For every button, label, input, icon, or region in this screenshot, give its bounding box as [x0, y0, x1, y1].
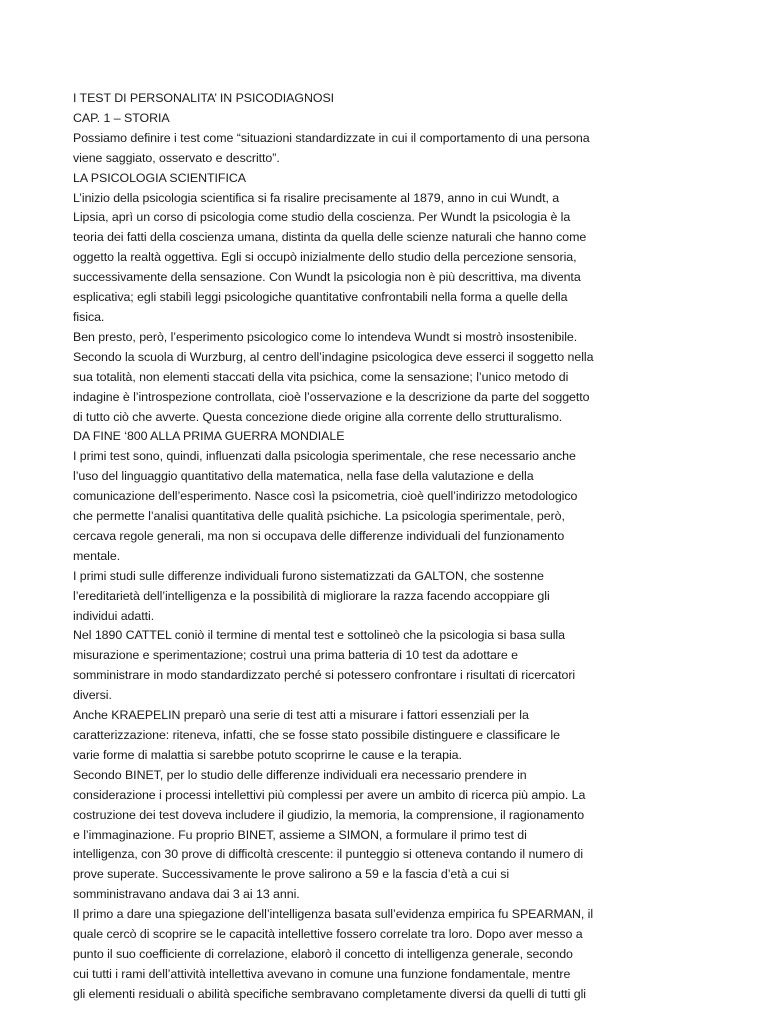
- section-heading: LA PSICOLOGIA SCIENTIFICA: [73, 170, 246, 185]
- text-line: individui adatti.: [73, 608, 155, 623]
- text-line: Nel 1890 CATTEL coniò il termine di mental test e sottolineò che la psicologia si basa sulla: [73, 628, 565, 643]
- document-title: I TEST DI PERSONALITA’ IN PSICODIAGNOSI: [73, 91, 335, 105]
- text-line: e l’immaginazione. Fu proprio BINET, assieme a SIMON, a formulare il primo test di: [73, 827, 527, 842]
- text-line: punto il suo coefficiente di correlazione, elaborò il concetto di intelligenza generale, secondo: [73, 946, 573, 961]
- text-line: I primi test sono, quindi, influenzati dalla psicologia sperimentale, che rese necessario anche: [73, 449, 576, 464]
- text-line: fisica.: [73, 309, 105, 324]
- document-page: [73, 89, 633, 1005]
- text-line: Secondo BINET, per lo studio delle differenze individuali era necessario prendere in: [73, 767, 527, 782]
- text-line: esplicativa; egli stabilì leggi psicologiche quantitative confrontabili nella forma a quelle della: [73, 290, 568, 305]
- text-line: costruzione dei test doveva includere il giudizio, la memoria, la comprensione, il ragionamento: [73, 807, 585, 822]
- text-line: che permette l’analisi quantitativa delle qualità psichiche. La psicologia sperimentale, però,: [73, 509, 565, 524]
- text-line: Il primo a dare una spiegazione dell’intelligenza basata sull’evidenza empirica fu SPEARMAN, il: [73, 907, 594, 922]
- text-line: cercava regole generali, ma non si occupava delle differenze individuali del funzionamento: [73, 528, 565, 543]
- text-line: misurazione e sperimentazione; costruì una prima batteria di 10 test da adottare e: [73, 648, 518, 663]
- text-line: l’uso del linguaggio quantitativo della matematica, nella fase della valutazione e della: [73, 469, 534, 484]
- text-line: viene saggiato, osservato e descritto”.: [73, 150, 280, 165]
- text-line: comunicazione dell’esperimento. Nasce così la psicometria, cioè quell’indirizzo metodologico: [73, 489, 578, 504]
- text-line: caratterizzazione: riteneva, infatti, che se fosse stato possibile distinguere e classificare le: [73, 728, 560, 742]
- text-line: teoria dei fatti della coscienza umana, distinta da quella delle scienze naturali che hanno come: [73, 230, 587, 245]
- text-line: Ben presto, però, l’esperimento psicologico come lo intendeva Wundt si mostrò insostenibile.: [73, 329, 578, 344]
- text-line: indagine è l’introspezione controllata, cioè l’osservazione e la descrizione da parte del soggetto: [73, 389, 590, 404]
- text-line: diversi.: [73, 688, 112, 703]
- text-line: successivamente della sensazione. Con Wundt la psicologia non è più descrittiva, ma diventa: [73, 270, 581, 285]
- text-line: L’inizio della psicologia scientifica si fa risalire precisamente al 1879, anno in cui Wundt, a: [73, 190, 560, 205]
- text-line: Lipsia, aprì un corso di psicologia come studio della coscienza. Per Wundt la psicologia è la: [73, 210, 571, 225]
- text-line: gli elementi residuali o abilità specifiche sembravano completamente diversi da quelli di tutti gli: [73, 986, 586, 1001]
- text-line: varie forme di malattia si sarebbe potuto scoprirne le cause e la terapia.: [73, 747, 462, 762]
- text-line: Secondo la scuola di Wurzburg, al centro dell’indagine psicologica deve esserci il soggetto nella: [73, 349, 594, 364]
- text-line: sua totalità, non elementi staccati della vita psichica, come la sensazione; l’unico metodo di: [73, 369, 569, 384]
- text-line: cui tutti i rami dell’attività intellettiva avevano in comune una funzione fondamentale, mentre: [73, 966, 571, 981]
- text-line: di tutto ciò che avverte. Questa concezione diede origine alla corrente dello strutturalismo.: [73, 409, 563, 424]
- text-line: considerazione i processi intellettivi più complessi per avere un ambito di ricerca più ampio. La: [73, 787, 586, 802]
- text-line: somministravano andava dai 3 ai 13 anni.: [73, 887, 300, 902]
- text-line: mentale.: [73, 548, 121, 563]
- text-line: I primi studi sulle differenze individuali furono sistematizzati da GALTON, che sostenne: [73, 568, 544, 583]
- text-line: somministrare in modo standardizzato perché si potessero confrontare i risultati di ricercatori: [73, 668, 576, 683]
- text-line: prove superate. Successivamente le prove salirono a 59 e la fascia d’età a cui si: [73, 867, 510, 882]
- chapter-heading: CAP. 1 – STORIA: [73, 110, 170, 125]
- text-line: quale cercò di scoprire se le capacità intellettive fossero correlate tra loro. Dopo aver messo a: [73, 927, 583, 942]
- text-line: Possiamo definire i test come “situazioni standardizzate in cui il comportamento di una persona: [73, 130, 590, 145]
- text-line: Anche KRAEPELIN preparò una serie di test atti a misurare i fattori essenziali per la: [73, 708, 529, 723]
- text-line: oggetto la realtà oggettiva. Egli si occupò inizialmente dello studio della percezione sensoria,: [73, 250, 577, 265]
- text-line: l’ereditarietà dell’intelligenza e la possibilità di migliorare la razza facendo accoppiare gli: [73, 588, 550, 603]
- text-line: intelligenza, con 30 prove di difficoltà crescente: il punteggio si otteneva contando il numero di: [73, 847, 584, 862]
- section-heading: DA FINE ‘800 ALLA PRIMA GUERRA MONDIALE: [73, 429, 345, 444]
